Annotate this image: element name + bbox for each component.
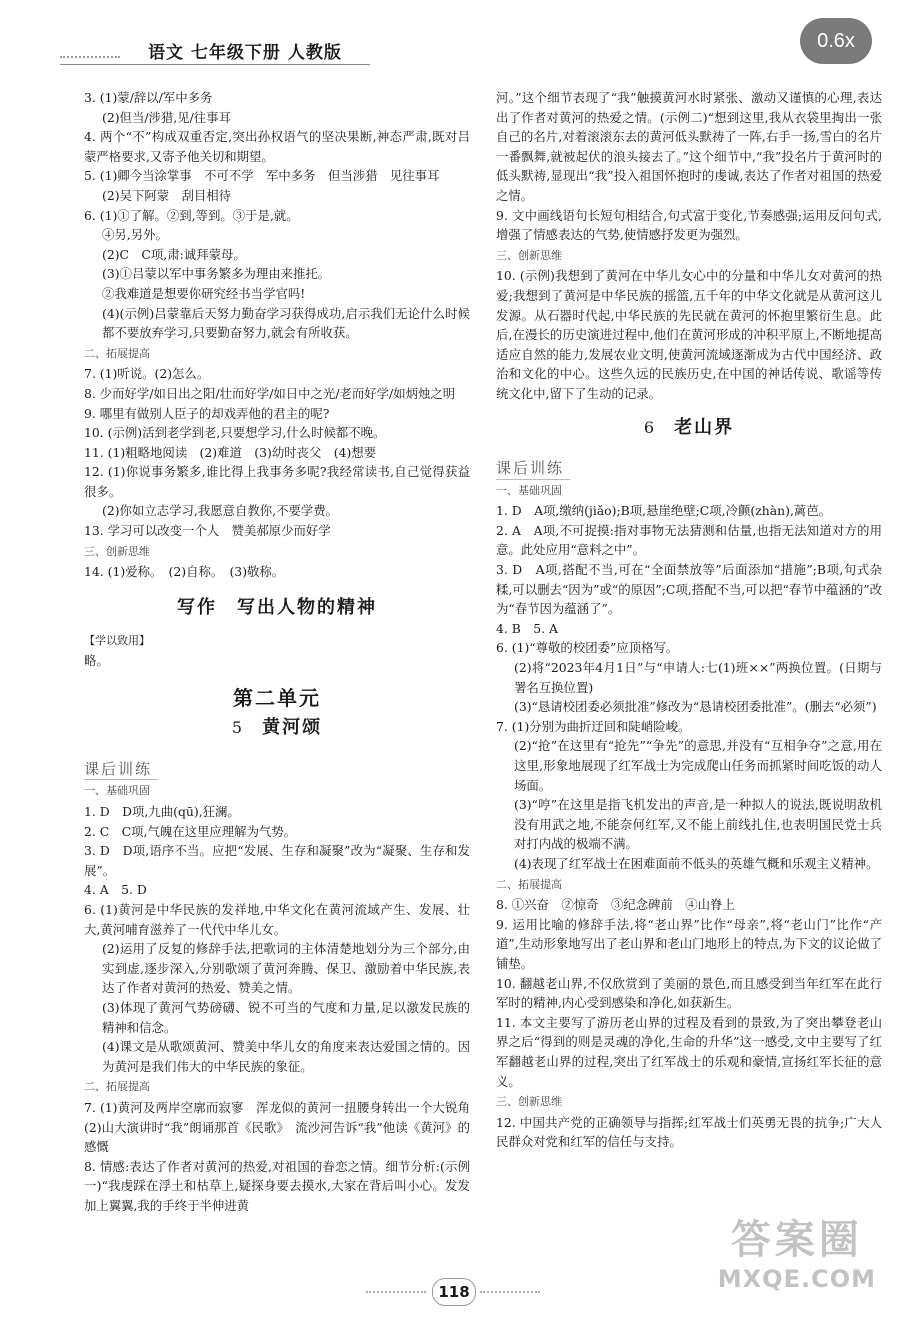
- answer-line: 7. (1)分别为曲折迂回和陡峭险峻。: [496, 718, 691, 734]
- watermark-text: 答案圈: [730, 1217, 863, 1263]
- watermark-url: MXQE.COM: [717, 1265, 876, 1293]
- answer-line: 7. (1)听说。(2)怎么。: [84, 366, 210, 382]
- answer-line: 7. (1)黄河及两岸空廓而寂寥 浑龙似的黄河一扭腰身转出一个大锐角 (2)山大演讲时“我”朗诵那首《民歌》 流沙河告诉“我”他读《黄河》的感慨: [84, 1099, 483, 1155]
- answer-line: 11. (1)粗略地阅读 (2)难道 (3)幼时丧父 (4)想要: [84, 444, 377, 460]
- subsection-label: 二、拓展提高: [84, 1080, 150, 1094]
- answer-line: (2)你如立志学习,我愿意自教你,不要学费。: [102, 503, 339, 519]
- answer-line: (2)吴下阿蒙 刮目相待: [102, 187, 232, 203]
- header-title: 语文 七年级下册 人教版: [148, 43, 342, 63]
- answer-line: 3. (1)蒙/辞以/军中多务: [84, 90, 213, 105]
- answer-line: 11. 本文主要写了游历老山界的过程及看到的景致,为了突出攀登老山界之后“得到的则是灵魂的净化,生命的升华”这一感受,文中主要写了红军翻越老山界的过程,突出了红军战士的乐观和豪情,宣扬红军长征的意义。: [496, 1014, 882, 1089]
- answer-line: 1. D D项,九曲(qū),狂澜。: [84, 804, 240, 819]
- section-label: 课后训练: [496, 459, 570, 480]
- answer-line: (3)“哼”在这里是指飞机发出的声音,是一种拟人的说法,既说明敌机没有用武之地,不能奈何红军,又不能上前线扎住,也表明国民党士兵对打内战的极端不满。: [514, 797, 882, 852]
- watermark-logo: [718, 1208, 876, 1293]
- answer-line: (3)体现了黄河气势磅礴、锐不可当的气度和力量,足以激发民族的精神和信念。: [102, 999, 470, 1035]
- answer-line: 8. 少而好学/如日出之阳/壮而好学/如日中之光/老而好学/如炳烛之明: [84, 385, 456, 401]
- answer-line: 10. (示例)我想到了黄河在中华儿女心中的分量和中华儿女对黄河的热爱;我想到了黄河是中华民族的摇篮,五千年的中华文化就是从黄河这儿发源。从石器时代起,中华民族的先民就在黄河的怀抱里繁衍生息。此后,在漫长的历史演进过程中,他们在黄河形成的冲积平原上,不断地提高适应自然的能力,发展农业文明,使黄河流域逐渐成为古代中国经济、政治和文化的中心。这些久远的民族历史,在中国的神话传说、歌谣等传统文化中,留下了生动的记录。: [496, 268, 882, 401]
- lesson-title-text: 黄河颂: [262, 717, 323, 739]
- answer-line: 3. D A项,搭配不当,可在“全面禁放等”后面添加“措施”;B项,句式杂糅,可以删去“因为”或“的原因”;C项,搭配不当,可以把“春节中蕴涵的”改为“春节因为蕴涵了”。: [496, 562, 882, 617]
- answer-line: 3. D D项,语序不当。应把“发展、生存和凝聚”改为“凝聚、生存和发展”。: [84, 843, 470, 878]
- answer-line: ④另,另外。: [102, 227, 168, 243]
- answer-line: 12. 中国共产党的正确领导与指挥;红军战士们英勇无畏的抗争;广大人民群众对党和红军的信任与支持。: [496, 1114, 882, 1150]
- answer-line: 8. 情感:表达了作者对黄河的热爱,对祖国的眷恋之情。细节分析:(示例一)“我虔踩在浮土和枯草上,疑探身要去摸水,大家在背后叫小心。发发加上翼翼,我的手终于半伸进黄: [84, 1158, 470, 1213]
- answer-line: 9. 运用比喻的修辞手法,将“老山界”比作“母亲”,将“老山门”比作“产道”,生动形象地写出了老山界和老山门地形上的特点,为下文的议论做了铺垫。: [496, 916, 882, 971]
- lesson-title: [84, 718, 470, 738]
- answer-line: 12. (1)你说事务繁多,谁比得上我事务多呢?我经常读书,自己觉得获益很多。: [84, 464, 470, 499]
- header-rule: [60, 64, 370, 65]
- header-dots-decoration: [60, 56, 120, 58]
- answer-line: (2)但当/涉猎,见/往事耳: [102, 109, 231, 125]
- answer-line: 2. A A项,不可捉摸:指对事物无法猜测和估量,也指无法知道对方的用意。此处应用“意料之中”。: [496, 522, 882, 558]
- answer-line: ②我难道是想要你研究经书当学官吗!: [102, 285, 306, 301]
- subsection-label: 一、基础巩固: [496, 483, 562, 497]
- answer-line: 13. 学习可以改变一个人 赞美郝原少而好学: [84, 523, 331, 539]
- answer-line: 6. (1)“尊敬的校团委”应顶格写。: [496, 640, 679, 656]
- answer-line: 略。: [84, 653, 109, 669]
- answer-line: 8. ①兴奋 ②惊奇 ③纪念碑前 ④山脊上: [496, 897, 735, 913]
- footer-dots-left: [366, 1291, 426, 1293]
- left-column: [84, 88, 483, 1215]
- apply-tag: 【学以致用】: [84, 634, 150, 648]
- subsection-label: 三、创新思维: [496, 1095, 562, 1109]
- answer-line: 6. (1)①了解。②到,等到。③于是,就。: [84, 207, 299, 223]
- lesson-title: [496, 418, 882, 438]
- playback-speed-badge[interactable]: 0.6x: [800, 18, 872, 64]
- subsection-label: 二、拓展提高: [84, 346, 150, 360]
- answer-line: (4)表现了红军战士在困难面前不低头的英雄气概和乐观主义精神。: [514, 855, 879, 871]
- subsection-label: 三、创新思维: [496, 248, 562, 262]
- right-column: [496, 88, 882, 1152]
- answer-line: 1. D A项,缴纳(jiǎo);B项,悬崖绝壁;C项,冷颤(zhàn),蓠芭。: [496, 503, 832, 519]
- answer-line: 9. 文中画线语句长短句相结合,句式富于变化,节奏感强;运用反问句式,增强了情感表达的气势,使情感抒发更为强烈。: [496, 207, 882, 243]
- answer-line: 5. (1)卿今当涂掌事 不可不学 军中多务 但当涉猎 见往事耳: [84, 168, 440, 184]
- footer-dots-right: [480, 1291, 540, 1293]
- writing-title: 写作 写出人物的精神: [177, 596, 377, 618]
- lesson-number: 6: [643, 417, 657, 437]
- answer-line: 6. (1)黄河是中华民族的发祥地,中华文化在黄河流域产生、发展、壮大,黄河哺育滋养了一代代中华儿女。: [84, 901, 470, 937]
- answer-line: 河。”这个细节表现了“我”触摸黄河水时紧张、激动又谨慎的心理,表达出了作者对黄河的热爱之情。(示例二)“想到这里,我从衣袋里掏出一张自己的名片,对着滚滚东去的黄河低头默祷了一阵,右手一扬,雪白的名片一番飘舞,就被起伏的浪头接去了。”这个细节中,“我”投名片于黄河时的低头默祷,显现出“我”投入祖国怀抱时的虔诚,表达了作者对祖国的热爱之情。: [496, 90, 882, 203]
- answer-line: (4)(示例)吕蒙靠后天努力勤奋学习获得成功,启示我们无论什么时候都不要放弃学习,只要勤奋努力,就会有所收获。: [102, 305, 470, 341]
- answer-line: 4. A 5. D: [84, 882, 147, 898]
- answer-line: (2)“抢”在这里有“抢先”“争先”的意思,并没有“互相争夺”之意,用在这里,形象地展现了红军战士为完成爬山任务而抓紧时间吃饭的动人场面。: [514, 738, 882, 793]
- answer-line: 14. (1)爱称。 (2)自称。 (3)敬称。: [84, 564, 285, 580]
- answer-line: (3)“恳请校团委必须批准”修改为“恳请校团委批准”。(删去“必须”): [514, 699, 877, 715]
- lesson-title-text: 老山界: [674, 416, 735, 438]
- answer-line: (2)运用了反复的修辞手法,把歌词的主体清楚地划分为三个部分,由实到虚,逐步深入,分别歌颂了黄河奔腾、保卫、激励着中华民族,表达了作者对黄河的热爱、赞美之情。: [102, 941, 470, 996]
- answer-line: 10. 翻越老山界,不仅欣赏到了美丽的景色,而且感受到当年红军在此行军时的精神,内心受到感染和净化,如获新生。: [496, 975, 882, 1011]
- answer-line: 10. (示例)活到老学到老,只要想学习,什么时候都不晚。: [84, 425, 386, 441]
- answer-line: 9. 哪里有做别人臣子的却戏弄他的君主的呢?: [84, 405, 330, 421]
- lesson-number: 5: [231, 718, 245, 738]
- section-label: 课后训练: [84, 760, 158, 781]
- subsection-label: 二、拓展提高: [496, 877, 562, 891]
- answer-line: 4. 两个“不”构成双重否定,突出孙权语气的坚决果断,神态严肃,既对吕蒙严格要求,又寄予他关切和期望。: [84, 129, 470, 164]
- subsection-label: 一、基础巩固: [84, 784, 150, 798]
- answer-line: 2. C C项,气魄在这里应理解为气势。: [84, 823, 297, 839]
- answer-line: (2)将“2023年4月1日”与“申请人:七(1)班××”两换位置。(日期与署名互换位置): [514, 660, 882, 695]
- answer-line: 4. B 5. A: [496, 620, 558, 636]
- answer-line: (3)①吕蒙以军中事务繁多为理由来推托。: [102, 266, 331, 282]
- unit-title: 第二单元: [233, 685, 321, 710]
- answer-line: (2)C C项,肃:诚拜蒙母。: [102, 246, 246, 262]
- page-number: 118: [432, 1278, 476, 1306]
- subsection-label: 三、创新思维: [84, 544, 150, 558]
- answer-line: (4)课文是从歌颂黄河、赞美中华儿女的角度来表达爱国之情的。因为黄河是我们伟大的中华民族的象征。: [102, 1039, 470, 1074]
